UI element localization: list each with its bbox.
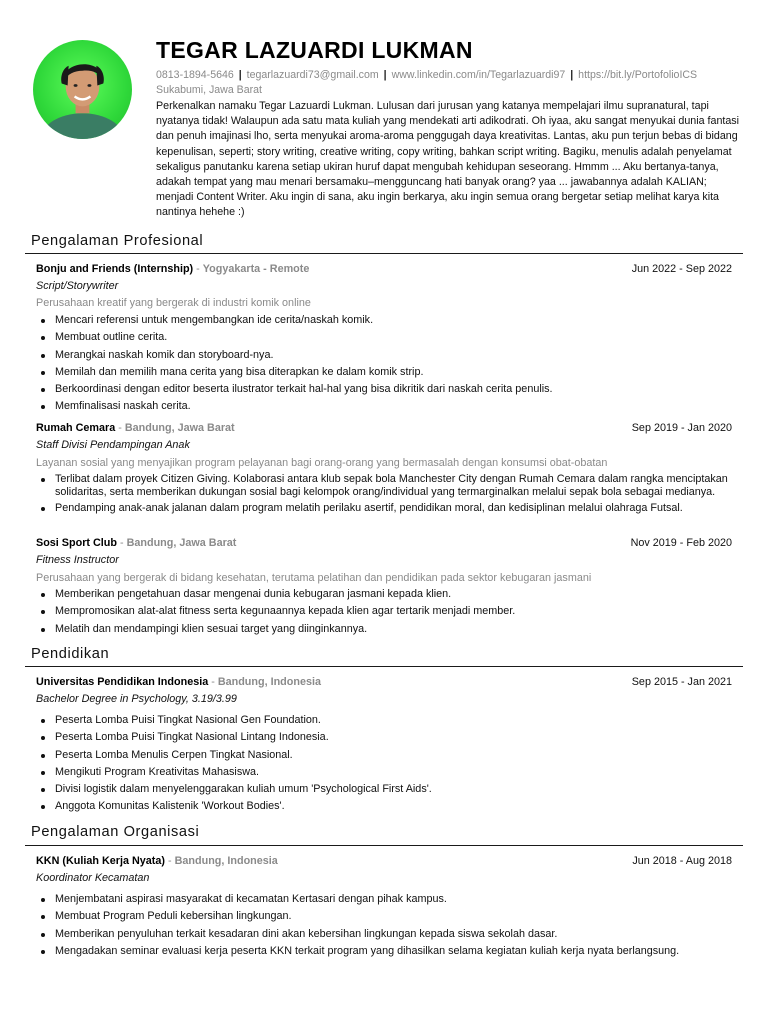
list-item: Pendamping anak-anak jalanan dalam program melatih perilaku asertif, pendidikan moral, dan kedisiplinan melalui olahraga Futsal.	[36, 502, 736, 515]
profile-photo-illustration	[33, 40, 132, 139]
list-item: Anggota Komunitas Kalistenik 'Workout Bodies'.	[36, 800, 736, 813]
job-dash: -	[196, 263, 203, 275]
job-date: Jun 2022 - Sep 2022	[631, 263, 732, 275]
education-dash: -	[211, 676, 218, 688]
list-item: Memberikan penyuluhan terkait kesadaran dini akan kebersihan lingkungan kepada siswa sekolah dasar.	[36, 928, 736, 941]
job-location: Bandung, Jawa Barat	[126, 537, 237, 549]
organization-date: Jun 2018 - Aug 2018	[632, 855, 732, 867]
job-date: Nov 2019 - Feb 2020	[630, 537, 732, 549]
list-item: Terlibat dalam proyek Citizen Giving. Kolaborasi antara klub sepak bola Manchester City dengan Rumah Cemara dalam rangka menciptakan solidaritas, serta memberikan dukungan sosial bagi kelompok orang/individual yang termarginalkan melalui sepak bola sebagai medianya.	[36, 473, 736, 499]
job-header	[36, 262, 732, 276]
contact-line	[156, 68, 746, 82]
job-role: Script/Storywriter	[36, 280, 119, 292]
section-title-organization: Pengalaman Organisasi	[31, 824, 200, 840]
candidate-name: TEGAR LAZUARDI LUKMAN	[156, 37, 473, 63]
job-header	[36, 421, 732, 435]
list-item: Peserta Lomba Puisi Tingkat Nasional Gen Foundation.	[36, 714, 736, 727]
section-title-experience: Pengalaman Profesional	[31, 233, 204, 249]
education-date: Sep 2015 - Jan 2021	[631, 676, 732, 688]
job-header	[36, 536, 732, 550]
job-bullet-list	[36, 473, 736, 515]
list-item: Peserta Lomba Menulis Cerpen Tingkat Nasional.	[36, 749, 736, 762]
list-item: Memilah dan memilih mana cerita yang bisa diterapkan ke dalam komik strip.	[36, 366, 736, 379]
list-item: Membuat outline cerita.	[36, 331, 736, 344]
job-role: Fitness Instructor	[36, 554, 119, 566]
list-item: Merangkai naskah komik dan storyboard-nya.	[36, 349, 736, 362]
contact-separator: |	[570, 69, 574, 81]
job-organization: Sosi Sport Club	[36, 537, 117, 549]
organization-role: Koordinator Kecamatan	[36, 872, 150, 884]
list-item: Memfinalisasi naskah cerita.	[36, 400, 736, 413]
list-item: Melatih dan mendampingi klien sesuai target yang diinginkannya.	[36, 623, 736, 636]
education-location: Bandung, Indonesia	[217, 676, 321, 688]
list-item: Mengikuti Program Kreativitas Mahasiswa.	[36, 766, 736, 779]
education-bullet-list	[36, 714, 736, 818]
job-date: Sep 2019 - Jan 2020	[631, 422, 732, 434]
contact-separator: |	[383, 69, 387, 81]
list-item: Peserta Lomba Puisi Tingkat Nasional Lintang Indonesia.	[36, 731, 736, 744]
job-dash: -	[118, 422, 125, 434]
organization-bullet-list	[36, 893, 736, 962]
organization-header	[36, 854, 732, 868]
list-item: Mempromosikan alat-alat fitness serta kegunaannya kepada klien agar tertarik menjadi member.	[36, 605, 736, 618]
job-organization: Rumah Cemara	[36, 422, 116, 434]
home-location: Sukabumi, Jawa Barat	[156, 84, 262, 96]
list-item: Mengadakan seminar evaluasi kerja peserta KKN terkait program yang dihasilkan selama kegiatan kuliah kerja nyata berlangsung.	[36, 945, 736, 958]
organization-name: KKN (Kuliah Kerja Nyata)	[36, 855, 165, 867]
section-divider	[25, 845, 743, 846]
job-description: Layanan sosial yang menyajikan program pelayanan bagi orang-orang yang bermasalah dengan konsumsi obat-obatan	[36, 457, 608, 469]
job-description: Perusahaan kreatif yang bergerak di industri komik online	[36, 297, 311, 309]
list-item: Berkoordinasi dengan editor beserta ilustrator terkait hal-hal yang bisa dikritik dari naskah cerita penulis.	[36, 383, 736, 396]
section-title-education: Pendidikan	[31, 646, 110, 662]
phone-number: 0813-1894-5646	[156, 69, 234, 81]
education-institution: Universitas Pendidikan Indonesia	[36, 676, 209, 688]
job-bullet-list	[36, 314, 736, 418]
list-item: Membuat Program Peduli kebersihan lingkungan.	[36, 910, 736, 923]
job-location: Yogyakarta - Remote	[202, 263, 310, 275]
profile-summary: Perkenalkan namaku Tegar Lazuardi Lukman. Lulusan dari jurusan yang katanya mempelajari ilmu supranatural, tapi nyatanya tidak! Walaupun ada satu mata kuliah yang mendekati arti adikodrati. Oh iyaa, aku sangat menyukai dunia fantasi dan penuh imajinasi lho, serta menyukai aroma-aroma penggugah daya kreativitas. Lantas, aku pun terjun bebas di bidang kepenulisan, seperti; story writing, creative writing, copy writing, bahkan script writing. Bagiku, menulis adalah penyelamat sekaligus panutanku karena setiap ukiran huruf dapat mengubah kehidupan seseorang. Hmmm ... Aku bertanya-tanya, adakah tempat yang mau menari bersamaku–mengguncang hati banyak orang? yaa ... jawabannya adalah KALIAN; menjadi Content Writer. Aku ingin di sana, aku ingin berkarya, aku ingin semua orang bergetar setiap melihat karya kita nantinya hehehe :)	[156, 100, 740, 219]
job-description: Perusahaan yang bergerak di bidang kesehatan, terutama pelatihan dan pendidikan pada sektor kebugaran jasmani	[36, 572, 592, 584]
contact-separator: |	[238, 69, 242, 81]
job-dash: -	[119, 537, 127, 549]
list-item: Divisi logistik dalam menyelenggarakan kuliah umum 'Psychological First Aids'.	[36, 783, 736, 796]
organization-dash: -	[168, 855, 175, 867]
portfolio-link[interactable]: https://bit.ly/PortofolioICS	[578, 69, 698, 81]
job-organization: Bonju and Friends (Internship)	[36, 263, 194, 275]
list-item: Mencari referensi untuk mengembangkan ide cerita/naskah komik.	[36, 314, 736, 327]
section-divider	[25, 253, 743, 254]
list-item: Memberikan pengetahuan dasar mengenai dunia kebugaran jasmani kepada klien.	[36, 588, 736, 601]
email-link[interactable]: tegarlazuardi73@gmail.com	[246, 69, 379, 81]
job-role: Staff Divisi Pendampingan Anak	[36, 439, 190, 451]
education-header	[36, 675, 732, 689]
organization-location: Bandung, Indonesia	[174, 855, 278, 867]
list-item: Menjembatani aspirasi masyarakat di kecamatan Kertasari dengan pihak kampus.	[36, 893, 736, 906]
profile-photo	[33, 40, 132, 139]
job-location: Bandung, Jawa Barat	[124, 422, 235, 434]
education-degree: Bachelor Degree in Psychology, 3.19/3.99	[36, 693, 237, 705]
linkedin-link[interactable]: www.linkedin.com/in/Tegarlazuardi97	[391, 69, 566, 81]
section-divider	[25, 666, 743, 667]
job-bullet-list	[36, 588, 736, 640]
